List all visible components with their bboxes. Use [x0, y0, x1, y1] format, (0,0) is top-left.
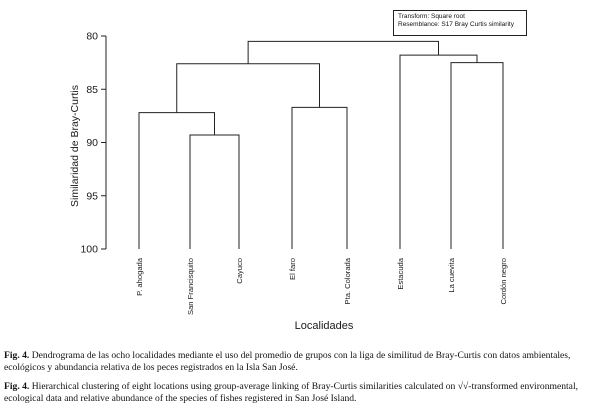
legend-transform: Transform: Square root	[398, 13, 465, 20]
x-axis-title: Localidades	[294, 320, 354, 332]
dendrogram-link	[177, 64, 320, 113]
caption-english-text: Hierarchical clustering of eight locations using group-average linking of Bray-Curtis similarities calculated on √√-transformed environmental, ecological data and relative abundance of the species of fishes registered in San José Island.	[4, 381, 579, 404]
leaf-label: Estacuda	[396, 258, 405, 290]
dendrogram-link	[190, 135, 239, 249]
dendrogram-link	[400, 55, 477, 249]
caption-spanish-text: Dendrograma de las ocho localidades mediante el uso del promedio de grupos con la liga de similitud de Bray-Curtis con datos ambientales, ecológicos y abundancia relativa de los peces registrados en la Isla San José.	[4, 350, 571, 373]
leaf-label: Cayuco	[235, 258, 244, 284]
leaf-label: San Francisquito	[186, 258, 195, 315]
dendrogram-link	[292, 107, 347, 249]
caption-spanish	[4, 350, 608, 373]
y-axis-title: Similaridad de Bray-Curtis	[69, 85, 81, 207]
legend-box	[393, 10, 527, 36]
y-tick-label: 85	[86, 83, 98, 96]
caption-spanish-label: Fig. 4.	[4, 350, 30, 361]
leaf-label: La cuevita	[447, 258, 456, 293]
leaf-label: Cordón negro	[499, 258, 508, 305]
caption-english-label: Fig. 4.	[4, 381, 30, 392]
y-tick-label: 100	[80, 243, 98, 256]
dendrogram-link	[451, 63, 503, 249]
leaf-label: Pta. Colorada	[343, 258, 352, 305]
y-tick-label: 95	[86, 190, 98, 203]
caption-english	[4, 381, 608, 404]
dendrogram-link	[248, 41, 438, 63]
dendrogram-link	[139, 113, 215, 249]
y-tick-label: 90	[86, 137, 98, 149]
legend-resemblance: Resemblance: S17 Bray Curtis similarity	[398, 21, 514, 28]
y-tick-label: 80	[86, 30, 98, 43]
leaf-label: El faro	[288, 258, 297, 280]
leaf-label: P. ahogada	[135, 258, 144, 296]
